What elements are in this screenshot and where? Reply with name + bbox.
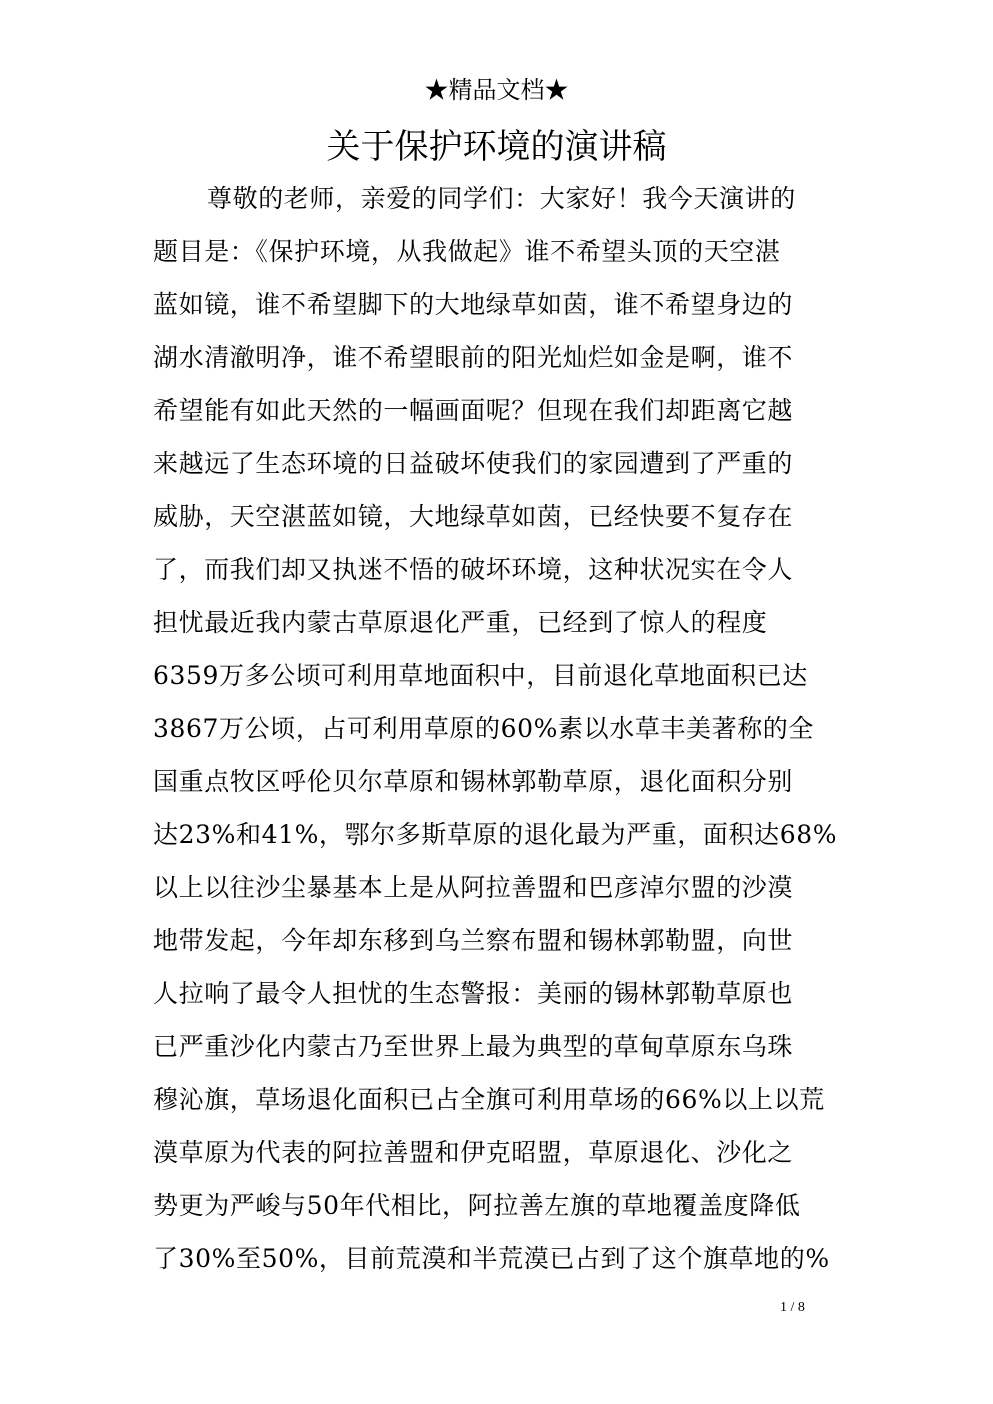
paragraph-line: 担忧最近我内蒙古草原退化严重，已经到了惊人的程度 [153,608,768,637]
paragraph-line: 来越远了生态环境的日益破坏使我们的家园遭到了严重的 [153,449,794,478]
paragraph-line: 3867万公顷，占可利用草原的60%素以水草丰美著称的全 [153,714,814,743]
paragraph-line: 穆沁旗，草场退化面积已占全旗可利用草场的66%以上以荒 [153,1085,825,1114]
paragraph-line: 希望能有如此天然的一幅画面呢？但现在我们却距离它越 [153,396,794,425]
paragraph-line: 国重点牧区呼伦贝尔草原和锡林郭勒草原，退化面积分别 [153,767,794,796]
paragraph-line: 人拉响了最令人担忧的生态警报：美丽的锡林郭勒草原也 [153,979,794,1008]
paragraph-line: 了，而我们却又执迷不悟的破坏环境，这种状况实在令人 [153,555,794,584]
paragraph-line: 蓝如镜，谁不希望脚下的大地绿草如茵，谁不希望身边的 [153,290,794,319]
paragraph-line: 达23%和41%，鄂尔多斯草原的退化最为严重，面积达68% [153,820,838,849]
paragraph-line: 题目是：《保护环境，从我做起》谁不希望头顶的天空湛 [153,237,781,266]
paragraph-line: 湖水清澈明净，谁不希望眼前的阳光灿烂如金是啊，谁不 [153,343,794,372]
document-body [153,172,853,1285]
paragraph-line: 已严重沙化内蒙古乃至世界上最为典型的草甸草原东乌珠 [153,1032,794,1061]
paragraph-line: 以上以往沙尘暴基本上是从阿拉善盟和巴彦淖尔盟的沙漠 [153,873,794,902]
paragraph-line: 漠草原为代表的阿拉善盟和伊克昭盟，草原退化、沙化之 [153,1138,794,1167]
paragraph-line: 地带发起，今年却东移到乌兰察布盟和锡林郭勒盟，向世 [153,926,794,955]
paragraph-line: 尊敬的老师，亲爱的同学们：大家好！我今天演讲的 [207,184,796,213]
document-title: 关于保护环境的演讲稿 [326,127,667,167]
paragraph-line: 了30%至50%，目前荒漠和半荒漠已占到了这个旗草地的% [153,1244,830,1273]
paragraph-line: 势更为严峻与50年代相比，阿拉善左旗的草地覆盖度降低 [153,1191,801,1220]
page-number: 1 / 8 [780,1300,805,1315]
paragraph-line: 威胁，天空湛蓝如镜，大地绿草如茵，已经快要不复存在 [153,502,794,531]
document-header: ★精品文档★ [424,76,569,104]
paragraph-line: 6359万多公顷可利用草地面积中，目前退化草地面积已达 [153,661,808,690]
